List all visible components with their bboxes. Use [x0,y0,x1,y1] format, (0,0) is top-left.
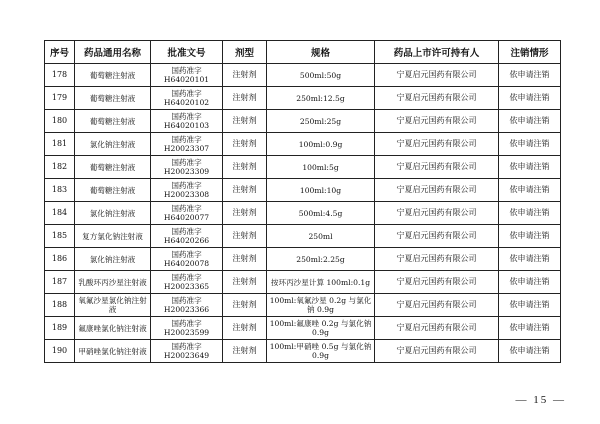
code-number: H64020266 [163,236,210,245]
table-row [45,225,561,248]
cell-no: 183 [45,179,75,202]
cell-form: 注射剂 [223,110,267,133]
cell-spec: 100ml:0.9g [267,133,375,156]
cell-spec: 250ml [267,225,375,248]
cell-reason: 依申请注销 [499,248,561,271]
code-number: H64020103 [163,121,210,130]
cell-holder: 宁夏启元国药有限公司 [375,64,499,87]
cell-holder: 宁夏启元国药有限公司 [375,317,499,340]
cell-form: 注射剂 [223,317,267,340]
code-prefix: 国药准字 [171,158,202,167]
cell-holder: 宁夏启元国药有限公司 [375,110,499,133]
cell-code [151,340,223,363]
table-header-row [45,41,561,64]
cell-form: 注射剂 [223,133,267,156]
cell-holder: 宁夏启元国药有限公司 [375,87,499,110]
cell-no: 178 [45,64,75,87]
cell-no: 182 [45,156,75,179]
table-row [45,110,561,133]
cell-name: 葡萄糖注射液 [75,64,151,87]
cell-code [151,87,223,110]
table-row [45,179,561,202]
code-number: H64020101 [163,75,210,84]
cell-spec: 500ml:4.5g [267,202,375,225]
cell-code [151,133,223,156]
cell-form: 注射剂 [223,156,267,179]
cell-name: 氯化钠注射液 [75,202,151,225]
header-holder: 药品上市许可持有人 [375,41,499,64]
cell-holder: 宁夏启元国药有限公司 [375,156,499,179]
cell-code [151,317,223,340]
code-number: H20023366 [163,305,210,314]
cell-form: 注射剂 [223,202,267,225]
header-spec: 规格 [267,41,375,64]
code-number: H20023649 [163,351,210,360]
code-prefix: 国药准字 [171,296,202,305]
header-no: 序号 [45,41,75,64]
cell-name: 乳酸环丙沙星注射液 [75,271,151,294]
table-row [45,271,561,294]
cell-form: 注射剂 [223,225,267,248]
cell-holder: 宁夏启元国药有限公司 [375,248,499,271]
table-row [45,202,561,225]
cell-spec: 250ml:12.5g [267,87,375,110]
cell-holder: 宁夏启元国药有限公司 [375,179,499,202]
cell-code [151,202,223,225]
cell-reason: 依申请注销 [499,87,561,110]
code-number: H64020102 [163,98,210,107]
cell-no: 186 [45,248,75,271]
header-code: 批准文号 [151,41,223,64]
header-name: 药品通用名称 [75,41,151,64]
cell-name: 葡萄糖注射液 [75,110,151,133]
cell-spec: 100ml:10g [267,179,375,202]
table-row [45,156,561,179]
cell-no: 181 [45,133,75,156]
code-prefix: 国药准字 [171,66,202,75]
cell-name: 氯化钠注射液 [75,248,151,271]
cell-no: 188 [45,294,75,317]
cell-holder: 宁夏启元国药有限公司 [375,294,499,317]
cell-reason: 依申请注销 [499,64,561,87]
cell-holder: 宁夏启元国药有限公司 [375,340,499,363]
code-prefix: 国药准字 [171,112,202,121]
cell-name: 氯化钠注射液 [75,133,151,156]
cell-name: 复方氯化钠注射液 [75,225,151,248]
table-row [45,87,561,110]
cell-no: 185 [45,225,75,248]
cell-name: 氟康唑氯化钠注射液 [75,317,151,340]
header-form: 剂型 [223,41,267,64]
code-number: H64020078 [163,259,210,268]
cell-form: 注射剂 [223,87,267,110]
cell-form: 注射剂 [223,64,267,87]
code-prefix: 国药准字 [171,250,202,259]
cell-reason: 依申请注销 [499,294,561,317]
table-row [45,64,561,87]
cell-name: 葡萄糖注射液 [75,179,151,202]
header-reason: 注销情形 [499,41,561,64]
code-number: H64020077 [163,213,210,222]
cell-reason: 依申请注销 [499,110,561,133]
code-prefix: 国药准字 [171,89,202,98]
code-number: H20023307 [163,144,210,153]
cell-code [151,271,223,294]
table-row [45,133,561,156]
cell-name: 氧氟沙星氯化钠注射液 [75,294,151,317]
cell-reason: 依申请注销 [499,202,561,225]
cell-holder: 宁夏启元国药有限公司 [375,133,499,156]
cell-spec: 100ml:甲硝唑 0.5g 与氯化钠 0.9g [267,340,375,363]
cell-reason: 依申请注销 [499,271,561,294]
table-row [45,340,561,363]
cell-form: 注射剂 [223,340,267,363]
cell-code [151,248,223,271]
cell-code [151,110,223,133]
cell-reason: 依申请注销 [499,225,561,248]
code-number: H20023599 [163,328,210,337]
code-prefix: 国药准字 [171,135,202,144]
cell-name: 葡萄糖注射液 [75,87,151,110]
code-number: H20023308 [163,190,210,199]
code-prefix: 国药准字 [171,273,202,282]
cell-reason: 依申请注销 [499,179,561,202]
cell-spec: 250ml:2.25g [267,248,375,271]
cell-holder: 宁夏启元国药有限公司 [375,271,499,294]
cell-reason: 依申请注销 [499,317,561,340]
drug-cancellation-table [44,40,561,363]
code-number: H20023365 [163,282,210,291]
code-number: H20023309 [163,167,210,176]
cell-reason: 依申请注销 [499,133,561,156]
cell-form: 注射剂 [223,248,267,271]
cell-name: 葡萄糖注射液 [75,156,151,179]
cell-code [151,64,223,87]
cell-spec: 500ml:50g [267,64,375,87]
cell-code [151,179,223,202]
cell-no: 184 [45,202,75,225]
table-row [45,248,561,271]
cell-name: 甲硝唑氯化钠注射液 [75,340,151,363]
code-prefix: 国药准字 [171,204,202,213]
cell-no: 190 [45,340,75,363]
code-prefix: 国药准字 [171,319,202,328]
cell-spec: 100ml:氧氟沙星 0.2g 与氯化钠 0.9g [267,294,375,317]
cell-form: 注射剂 [223,271,267,294]
code-prefix: 国药准字 [171,181,202,190]
cell-spec: 100ml:5g [267,156,375,179]
cell-spec: 250ml:25g [267,110,375,133]
cell-code [151,294,223,317]
cell-no: 179 [45,87,75,110]
cell-spec: 按环丙沙星计算 100ml:0.1g [267,271,375,294]
cell-form: 注射剂 [223,294,267,317]
cell-form: 注射剂 [223,179,267,202]
page-number: — 15 — [515,394,566,406]
table-row [45,294,561,317]
cell-no: 189 [45,317,75,340]
cell-code [151,225,223,248]
cell-holder: 宁夏启元国药有限公司 [375,202,499,225]
cell-reason: 依申请注销 [499,340,561,363]
cell-holder: 宁夏启元国药有限公司 [375,225,499,248]
table-body [45,64,561,363]
cell-code [151,156,223,179]
code-prefix: 国药准字 [171,227,202,236]
code-prefix: 国药准字 [171,342,202,351]
table-row [45,317,561,340]
cell-no: 180 [45,110,75,133]
cell-no: 187 [45,271,75,294]
cell-spec: 100ml:氟康唑 0.2g 与氯化钠 0.9g [267,317,375,340]
cell-reason: 依申请注销 [499,156,561,179]
